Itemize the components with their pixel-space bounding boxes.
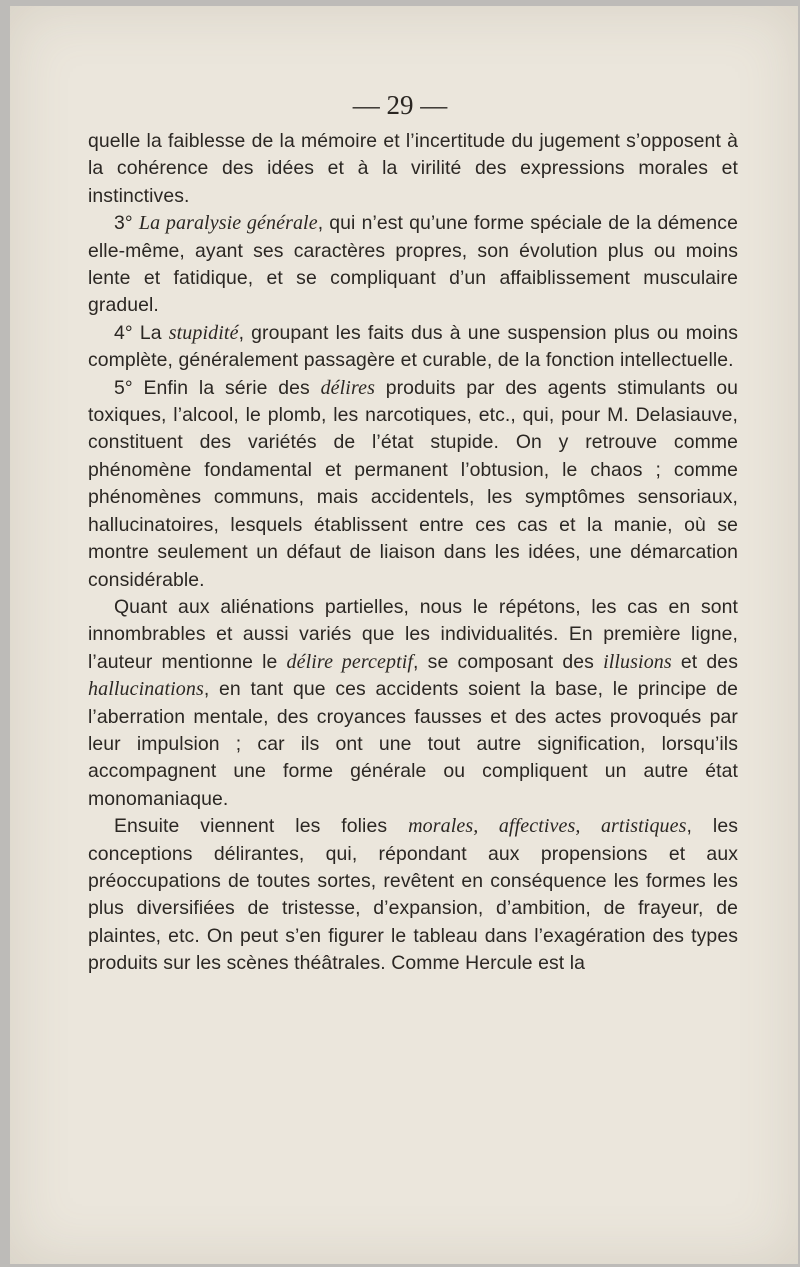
text-run: , qui n’est qu’une forme spéciale de la démence elle-même, ayant ses caractères propres, son évolution plus ou moins lente et fatidique, et se compliquant d’un affaiblissement musculaire graduel. <box>88 212 738 317</box>
text-run: 3° <box>114 212 139 235</box>
paragraph <box>88 594 738 813</box>
text-run: 4° La <box>114 321 169 344</box>
italic-term: stupidité <box>168 321 239 344</box>
paragraph <box>88 210 738 320</box>
italic-term: délires <box>320 376 375 399</box>
text-run: et des <box>671 650 738 673</box>
text-run: Quant aux aliénations partielles, nous le répétons, les cas en sont innombrables et aussi variés que les individualités. En première ligne, l’auteur mentionne le <box>88 595 738 673</box>
text-run: quelle la faiblesse de la mémoire et l’incertitude du jugement s’opposent à la cohérence des idées et à la virilité des expressions morales et instinctives. <box>88 130 738 207</box>
body-text <box>88 128 738 978</box>
italic-term: morales, affectives, artistiques <box>408 815 687 838</box>
text-run: Ensuite viennent les folies <box>114 815 409 838</box>
paragraph <box>88 375 738 594</box>
italic-term: délire perceptif <box>286 650 414 673</box>
text-run: , groupant les faits dus à une suspension plus ou moins complète, généralement passagère et curable, de la fonction intellectuelle. <box>88 321 738 372</box>
text-run: , en tant que ces accidents soient la base, le principe de l’aberration mentale, des croyances fausses et des actes provoqués par leur impulsion ; car ils ont une tout autre signification, lorsqu’ils accompagnent une forme générale ou compliquent un autre état monomaniaque. <box>88 678 738 810</box>
italic-term: illusions <box>603 650 672 673</box>
text-run: produits par des agents stimulants ou toxiques, l’alcool, le plomb, les narcotiques, etc., qui, pour M. Delasiauve, constituent des variétés de l’état stupide. On y retrouve comme phénomène fondamental et permanent l’obtusion, le chaos ; comme phénomènes communs, mais accidentels, les symptômes sensoriaux, hallucinatoires, lesquels établissent entre ces cas et la manie, où se montre seulement un défaut de liaison dans les idées, une démarcation considérable. <box>88 376 738 591</box>
paragraph <box>88 813 738 977</box>
paragraph <box>88 128 738 210</box>
italic-term: La paralysie générale <box>138 212 318 235</box>
text-run: 5° Enfin la série des <box>114 376 321 399</box>
italic-term: hallucinations <box>88 678 204 701</box>
paragraph <box>88 320 738 375</box>
text-run: , les conceptions délirantes, qui, répondant aux propensions et aux préoccupations de toutes sortes, revêtent en conséquence les formes les plus diversifiées de tristesse, d’expansion, d’ambition, de frayeur, de plaintes, etc. On peut s’en figurer le tableau dans l’exagération des types produits sur les scènes théâtrales. Comme Hercule est la <box>88 815 738 975</box>
page-number: — 29 — <box>352 90 448 120</box>
text-run: , se composant des <box>413 650 604 673</box>
